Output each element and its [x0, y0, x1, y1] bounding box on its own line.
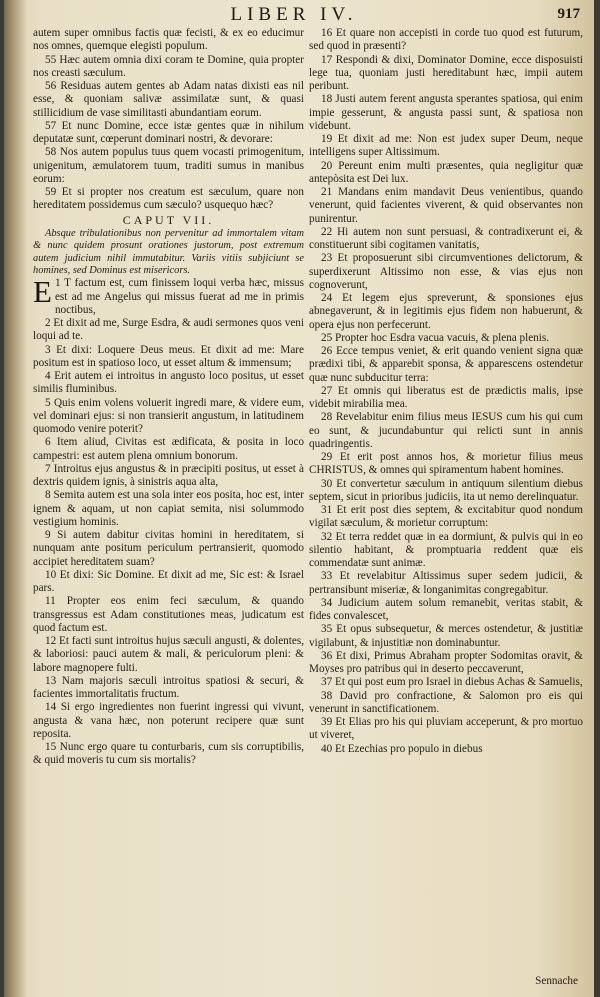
verse: 17 Respondi & dixi, Dominator Domine, ecce disposuisti lege tua, quoniam justi hereditabunt hæc, impii autem peribunt. — [309, 53, 583, 92]
verse: 20 Pereunt enim multi præsentes, quia negligitur quæ antepòsita est Dei lux. — [309, 159, 583, 185]
running-title: LIBER IV. — [230, 4, 358, 25]
verse: 9 Si autem dabitur civitas homini in hereditatem, si nunquam ante positum periculum pertransierit, quomodo accipiet hereditatem suam? — [33, 529, 304, 568]
verse: 22 Hi autem non sunt persuasi, & contradixerunt ei, & constituerunt sibi cogitamen vanitatis, — [309, 225, 583, 251]
book-page — [4, 0, 594, 997]
verse: 23 Et proposuerunt sibi circumventiones delictorum, & superdixerunt Altissimo non esse, & vias ejus non cognoverunt, — [309, 252, 583, 291]
verse: 6 Item aliud, Civitas est ædificata, & posita in loco campestri: est autem plena omnium bonorum. — [33, 436, 304, 462]
left-column — [33, 27, 304, 992]
verse: 4 Erit autem ei introitus in angusto loco positus, ut esset similis fluminibus. — [33, 370, 304, 396]
verse: autem super omnibus factis quæ fecisti, & ex eo educimur nos omnes, quemque elegisti populum. — [33, 27, 304, 53]
verse: 35 Et opus subsequetur, & merces ostendetur, & justitiæ vigilabunt, & injustitiæ non dominabuntur. — [309, 623, 583, 649]
verse: 31 Et erit post dies septem, & excitabitur quod nondum vigilat sæculum, & morietur corruptum: — [309, 504, 583, 530]
verse: 8 Semita autem est una sola inter eos posita, hoc est, inter ignem & aquam, ut non capiat semita, nisi solummodo vestigium hominis. — [33, 489, 304, 528]
verse: 11 Propter eos enim feci sæculum, & quando transgressus est Adam constitutiones meas, judicatum est quod factum est. — [33, 595, 304, 634]
verse: 37 Et qui post eum pro Israel in diebus Achas & Samuelis, — [321, 676, 583, 689]
verse: 58 Nos autem populus tuus quem vocasti primogenitum, unigenitum, æmulatorem tuum, traditi sumus in manibus eorum: — [33, 146, 304, 185]
verse: 38 David pro confractione, & Salomon pro eis qui venerunt in sanctificationem. — [309, 689, 583, 715]
verse: 19 Et dixit ad me: Non est judex super Deum, neque intelligens super Altissimum. — [309, 133, 583, 159]
drop-cap: E — [33, 274, 52, 310]
verse: 55 Hæc autem omnia dixi coram te Domine, quia propter nos creasti sæculum. — [33, 53, 304, 79]
verse: 25 Propter hoc Esdra vacua vacuis, & plena plenis. — [321, 331, 550, 344]
verse: 56 Residuas autem gentes ab Adam natas dixisti eas nil esse, & quoniam salivæ assimilatæ sunt, & quasi stillicidium de vase similitasti abundantiam eorum. — [33, 80, 304, 119]
page-number: 917 — [557, 6, 580, 22]
verse: 21 Mandans enim mandavit Deus venientibus, quando venerunt, quid facientes viverent, & quid observantes non punirentur. — [309, 186, 583, 225]
right-column — [309, 27, 583, 992]
verse: 34 Judicium autem solum remanebit, veritas stabit, & fides convalescet, — [309, 596, 583, 622]
first-verse-text: 1 T factum est, cum finissem loqui verba hæc, missus est ad me Angelus qui missus fuerat ad me in primis noctibus, — [54, 277, 304, 316]
verse: 39 Et Elias pro his qui pluviam acceperunt, & pro mortuo ut viveret, — [309, 716, 583, 742]
verse: 5 Quis enim volens voluerit ingredi mare, & videre eum, vel dominari ejus: si non transierit angustum, in latitudinem quomodo venire poterit? — [33, 396, 304, 436]
first-verse — [33, 274, 304, 317]
verse: 3 Et dixi: Loquere Deus meus. Et dixit ad me: Mare positum est in spatioso loco, ut esset altum & immensum; — [33, 343, 304, 369]
verse: 57 Et nunc Domine, ecce istæ gentes quæ in nihilum deputatæ sunt, cœperunt dominari nostri, & devorare: — [33, 119, 304, 145]
verse: 26 Ecce tempus veniet, & erit quando venient signa quæ prædixi tibi, & apparebit sponsa, & apparescens ostendetur quæ nunc subducitur terra: — [309, 345, 583, 384]
verse: 10 Et dixi: Sic Domine. Et dixit ad me, Sic est: & Israel pars. — [33, 568, 304, 595]
page-gutter — [4, 0, 26, 997]
verse: 2 Et dixit ad me, Surge Esdra, & audi sermones quos veni loqui ad te. — [33, 317, 304, 343]
verse: 13 Nam majoris sæculi introitus spatiosi & securi, & facientes immortalitatis fructum. — [33, 674, 304, 701]
chapter-summary: Absque tribulationibus non pervenitur ad immortalem vitam & nunc quidem prosunt orationes justorum, post extremum autem judicium nihil immutabitur. Variis vitiis subjiciunt se homines, sed Dominus est misericors. — [33, 227, 304, 276]
verse: 24 Et legem ejus spreverunt, & sponsiones ejus abnegaverunt, & in legitimis ejus fidem non habuerunt, & opera ejus non perfecerunt. — [309, 292, 583, 331]
verse: 33 Et revelabitur Altissimus super sedem judicii, & pertransibunt miseriæ, & longanimitas congregabitur. — [309, 570, 583, 596]
verse: 7 Introitus ejus angustus & in præcipiti positus, ut esset à dextris quidem ignis, à sinistris aqua alta, — [33, 462, 304, 489]
verse: 16 Et quare non accepisti in corde tuo quod est futurum, sed quod in præsenti? — [309, 27, 583, 53]
left-verses-before — [33, 27, 304, 213]
verse: 18 Justi autem ferent angusta sperantes spatiosa, qui enim impie gesserunt, & angusta passi sunt, & spatiosa non videbunt. — [309, 93, 583, 132]
verse: 27 Et omnis qui liberatus est de prædictis malis, ipse videbit mirabilia mea. — [309, 384, 583, 410]
verse: 36 Et dixi, Primus Abraham propter Sodomitas oravit, & Moyses pro patribus qui in deserto peccaverunt, — [309, 649, 583, 675]
verse: 59 Et si propter nos creatum est sæculum, quare non hereditatem possidemus cum sæculo? usquequo hæc? — [33, 186, 304, 212]
verse: 14 Si ergo ingredientes non fuerint ingressi qui vivunt, angusta & vana hæc, non poterunt recipere quæ sunt reposita. — [33, 701, 304, 740]
catchword: Sennache — [535, 975, 578, 987]
left-verses-after — [33, 317, 304, 768]
verse: 15 Nunc ergo quare tu conturbaris, cum sis corruptibilis, & quid moveris tu cum sis mortalis? — [33, 741, 304, 767]
verse: 40 Et Ezechias pro populo in diebus — [321, 742, 483, 755]
verse: 12 Et facti sunt introitus hujus sæculi angusti, & dolentes, & laboriosi: pauci autem & mali, & periculorum pleni: & labore magnopere fulti. — [33, 635, 304, 674]
chapter-title: CAPUT VII. — [122, 212, 215, 227]
verse: 30 Et convertetur sæculum in antiquum silentium diebus septem, sicut in prioribus judiciis, ita ut nemo derelinquatur. — [309, 477, 583, 503]
verse: 29 Et erit post annos hos, & morietur filius meus CHRISTUS, & omnes qui spiramentum habent homines. — [309, 451, 583, 477]
verse: 28 Revelabitur enim filius meus IESUS cum his qui cum eo sunt, & jucundabuntur qui relicti sunt in annis quadringentis. — [309, 411, 583, 450]
verse: 32 Et terra reddet quæ in ea dormiunt, & pulvis qui in eo silentio habitant, & promptuaria reddent quæ eis commendatæ sunt animæ. — [309, 530, 583, 569]
